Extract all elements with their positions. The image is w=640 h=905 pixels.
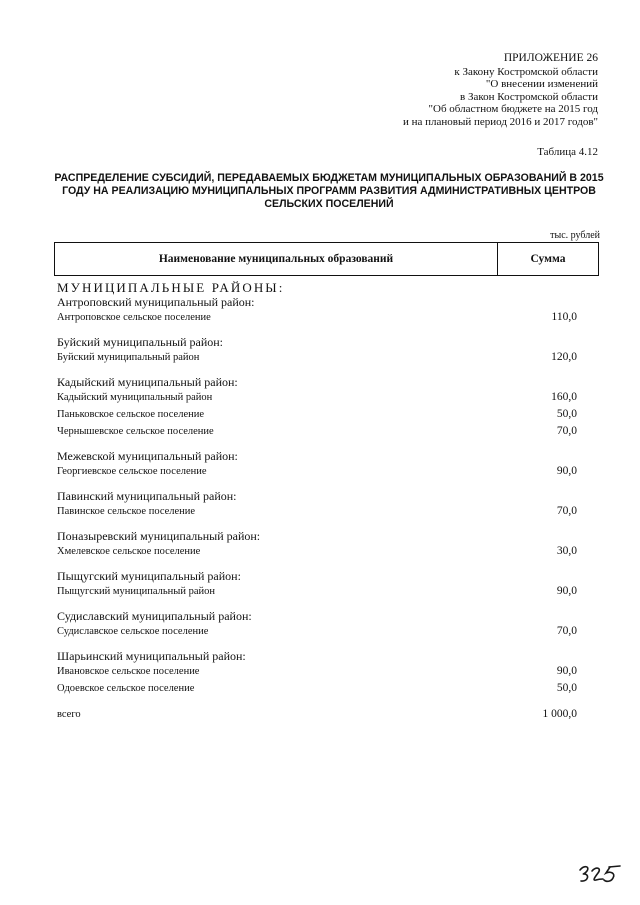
row-name: Пыщугский муниципальный район bbox=[57, 586, 215, 597]
row-value: 90,0 bbox=[556, 585, 577, 597]
district-name: Судиславский муниципальный район: bbox=[57, 609, 252, 623]
table-row bbox=[57, 623, 577, 640]
row-value: 160,0 bbox=[551, 391, 577, 403]
total-label: всего bbox=[57, 709, 81, 720]
row-value: 50,0 bbox=[556, 408, 577, 420]
table-row bbox=[57, 503, 577, 520]
district-name: Пыщугский муниципальный район: bbox=[57, 569, 241, 583]
row-name: Чернышевское сельское поселение bbox=[57, 426, 214, 437]
unit-label: тыс. рублей bbox=[550, 230, 600, 241]
appendix-line: ПРИЛОЖЕНИЕ 26 bbox=[503, 52, 598, 64]
table-row bbox=[57, 663, 577, 680]
table-row bbox=[57, 583, 577, 600]
column-header-sum: Сумма bbox=[530, 253, 566, 265]
table-row bbox=[57, 349, 577, 366]
row-value: 30,0 bbox=[556, 545, 577, 557]
district-name: Межевской муниципальный район: bbox=[57, 449, 238, 463]
table-row bbox=[57, 423, 577, 440]
row-value: 70,0 bbox=[556, 505, 577, 517]
row-name: Кадыйский муниципальный район bbox=[57, 392, 213, 403]
table-body bbox=[57, 295, 577, 723]
district-group bbox=[57, 295, 577, 326]
district-group bbox=[57, 609, 577, 640]
district-name: Кадыйский муниципальный район: bbox=[57, 375, 238, 389]
district-name: Антроповский муниципальный район: bbox=[57, 295, 255, 309]
district-group bbox=[57, 649, 577, 697]
total-row bbox=[57, 706, 577, 723]
appendix-line: в Закон Костромской области bbox=[460, 90, 598, 103]
table-row bbox=[57, 463, 577, 480]
row-name: Буйский муниципальный район bbox=[57, 352, 200, 363]
row-name: Георгиевское сельское поселение bbox=[57, 466, 207, 477]
row-name: Павинское сельское поселение bbox=[57, 506, 196, 517]
table-row bbox=[57, 406, 577, 423]
row-name: Паньковское сельское поселение bbox=[57, 409, 205, 420]
table-row bbox=[57, 389, 577, 406]
appendix-line: "О внесении изменений bbox=[485, 78, 598, 91]
handwritten-page-number bbox=[576, 862, 624, 891]
table-row bbox=[57, 543, 577, 560]
row-value: 90,0 bbox=[556, 665, 577, 677]
district-group bbox=[57, 449, 577, 480]
appendix-line: "Об областном бюджете на 2015 год bbox=[428, 103, 598, 116]
table-header bbox=[54, 242, 599, 276]
appendix-line: к Закону Костромской области bbox=[454, 65, 598, 78]
row-value: 70,0 bbox=[556, 625, 577, 637]
appendix-block bbox=[403, 52, 598, 129]
table-row bbox=[57, 309, 577, 326]
row-value: 110,0 bbox=[551, 311, 577, 323]
district-group bbox=[57, 569, 577, 600]
district-name: Павинский муниципальный район: bbox=[57, 489, 237, 503]
document-title: РАСПРЕДЕЛЕНИЕ СУБСИДИЙ, ПЕРЕДАВАЕМЫХ БЮДЖЕТАМ МУНИЦИПАЛЬНЫХ ОБРАЗОВАНИЙ В 2015 ГОДУ НА РЕАЛИЗАЦИЮ МУНИЦИПАЛЬНЫХ ПРОГРАММ РАЗВИТИЯ АДМИНИСТРАТИВНЫХ ЦЕНТРОВ СЕЛЬСКИХ ПОСЕЛЕНИЙ bbox=[54, 172, 604, 211]
table-number: Таблица 4.12 bbox=[537, 146, 598, 158]
row-name: Антроповское сельское поселение bbox=[57, 312, 211, 323]
total-value: 1 000,0 bbox=[542, 708, 577, 720]
district-name: Поназыревский муниципальный район: bbox=[57, 529, 261, 543]
appendix-line: и на плановый период 2016 и 2017 годов" bbox=[402, 115, 598, 128]
row-name: Хмелевское сельское поселение bbox=[57, 546, 201, 557]
district-group bbox=[57, 375, 577, 440]
district-group bbox=[57, 489, 577, 520]
row-value: 70,0 bbox=[556, 425, 577, 437]
district-group bbox=[57, 529, 577, 560]
district-name: Шарьинский муниципальный район: bbox=[57, 649, 246, 663]
row-value: 120,0 bbox=[551, 351, 577, 363]
column-header-name: Наименование муниципальных образований bbox=[55, 243, 498, 275]
row-name: Ивановское сельское поселение bbox=[57, 666, 200, 677]
row-value: 50,0 bbox=[556, 682, 577, 694]
table-row bbox=[57, 680, 577, 697]
section-label: МУНИЦИПАЛЬНЫЕ РАЙОНЫ: bbox=[57, 280, 285, 295]
row-value: 90,0 bbox=[556, 465, 577, 477]
district-name: Буйский муниципальный район: bbox=[57, 335, 224, 349]
row-name: Судиславское сельское поселение bbox=[57, 626, 209, 637]
district-group bbox=[57, 335, 577, 366]
row-name: Одоевское сельское поселение bbox=[57, 683, 195, 694]
